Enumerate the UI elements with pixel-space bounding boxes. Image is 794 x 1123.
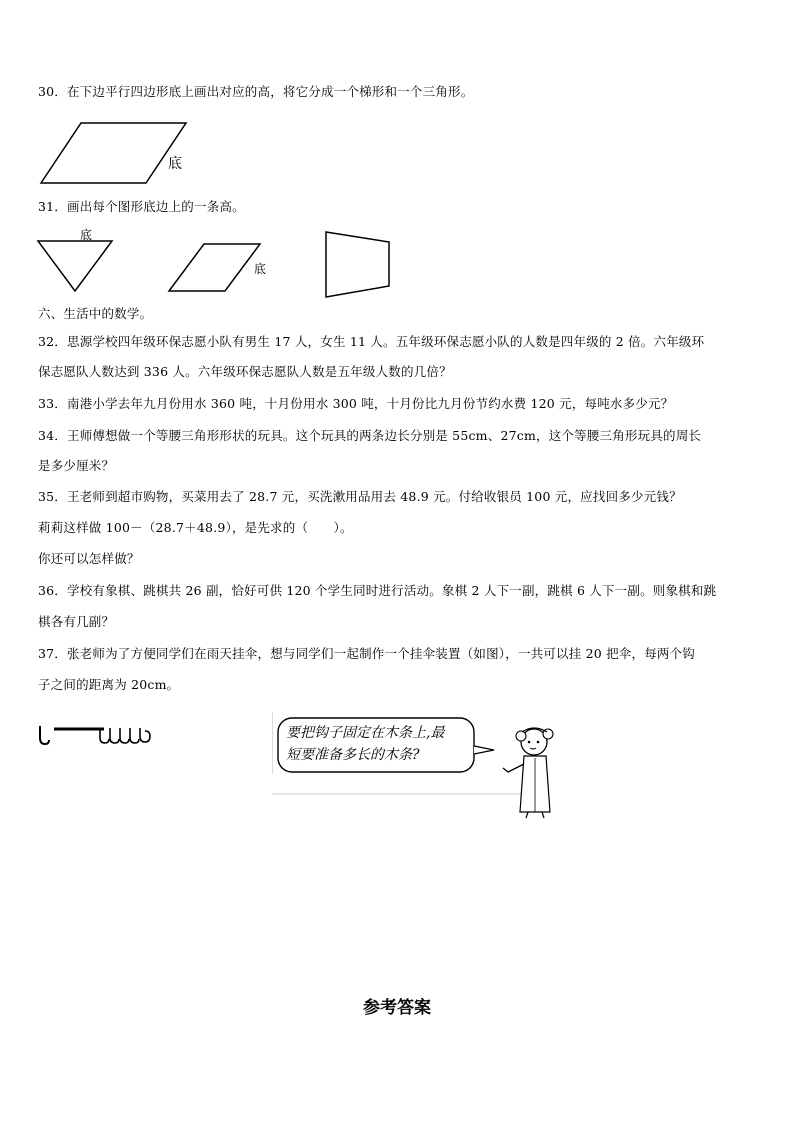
question-30: 30．在下边平行四边形底上画出对应的高，将它分成一个梯形和一个三角形。 [38,84,474,99]
question-35-line-1: 35．王老师到超市购物，买菜用去了 28.7 元，买洗漱用品用去 48.9 元。付给收银员 100 元，应找回多少元钱？ [38,489,682,504]
base-label-parallelogram-q31: 底 [254,262,267,276]
inverted-triangle-figure-q31 [36,236,116,296]
speech-bubble-line-1: 要把钩子固定在木条上,最 [286,725,445,741]
question-32-line-1: 32．思源学校四年级环保志愿小队有男生 17 人，女生 11 人。五年级环保志愿小队的人数是四年级的 2 倍。六年级环 [38,334,705,349]
question-32-line-2: 保志愿队人数达到 336 人。六年级环保志愿队人数是五年级人数的几倍？ [38,364,452,379]
question-36-line-2: 棋各有几副？ [38,614,115,629]
question-36-line-1: 36．学校有象棋、跳棋共 26 副，恰好可供 120 个学生同时进行活动。象棋 2 人下一副，跳棋 6 人下一副。则象棋和跳 [38,583,717,598]
question-34-line-2: 是多少厘米？ [38,458,115,473]
trapezoid-figure-q31 [322,229,397,301]
answer-section-title: 参考答案 [363,998,431,1018]
base-label-q30: 底 [168,156,182,172]
question-37-line-1: 37．张老师为了方便同学们在雨天挂伞，想与同学们一起制作一个挂伞装置（如图），一共可以挂 20 把伞，每两个钩 [38,646,696,661]
speech-bubble-line-2: 短要准备多长的木条? [286,747,420,763]
umbrella-hook-rack-figure [34,722,154,748]
question-35-line-2: 莉莉这样做 100－（28.7＋48.9），是先求的（ ）。 [38,520,353,535]
question-34-line-1: 34．王师傅想做一个等腰三角形形状的玩具。这个玩具的两条边长分别是 55cm、27cm，这个等腰三角形玩具的周长 [38,428,702,443]
question-37-line-2: 子之间的距离为 20cm。 [38,677,180,692]
question-31: 31．画出每个图形底边上的一条高。 [38,199,245,214]
base-label-triangle-q31: 底 [80,228,93,242]
question-33: 33．南港小学去年九月份用水 360 吨，十月份用水 300 吨，十月份比九月份节约水费 120 元，每吨水多少元？ [38,396,674,411]
question-35-line-3: 你还可以怎样做？ [38,551,140,566]
section-6-heading: 六、生活中的数学。 [38,306,153,321]
parallelogram-figure-q31 [166,240,266,295]
